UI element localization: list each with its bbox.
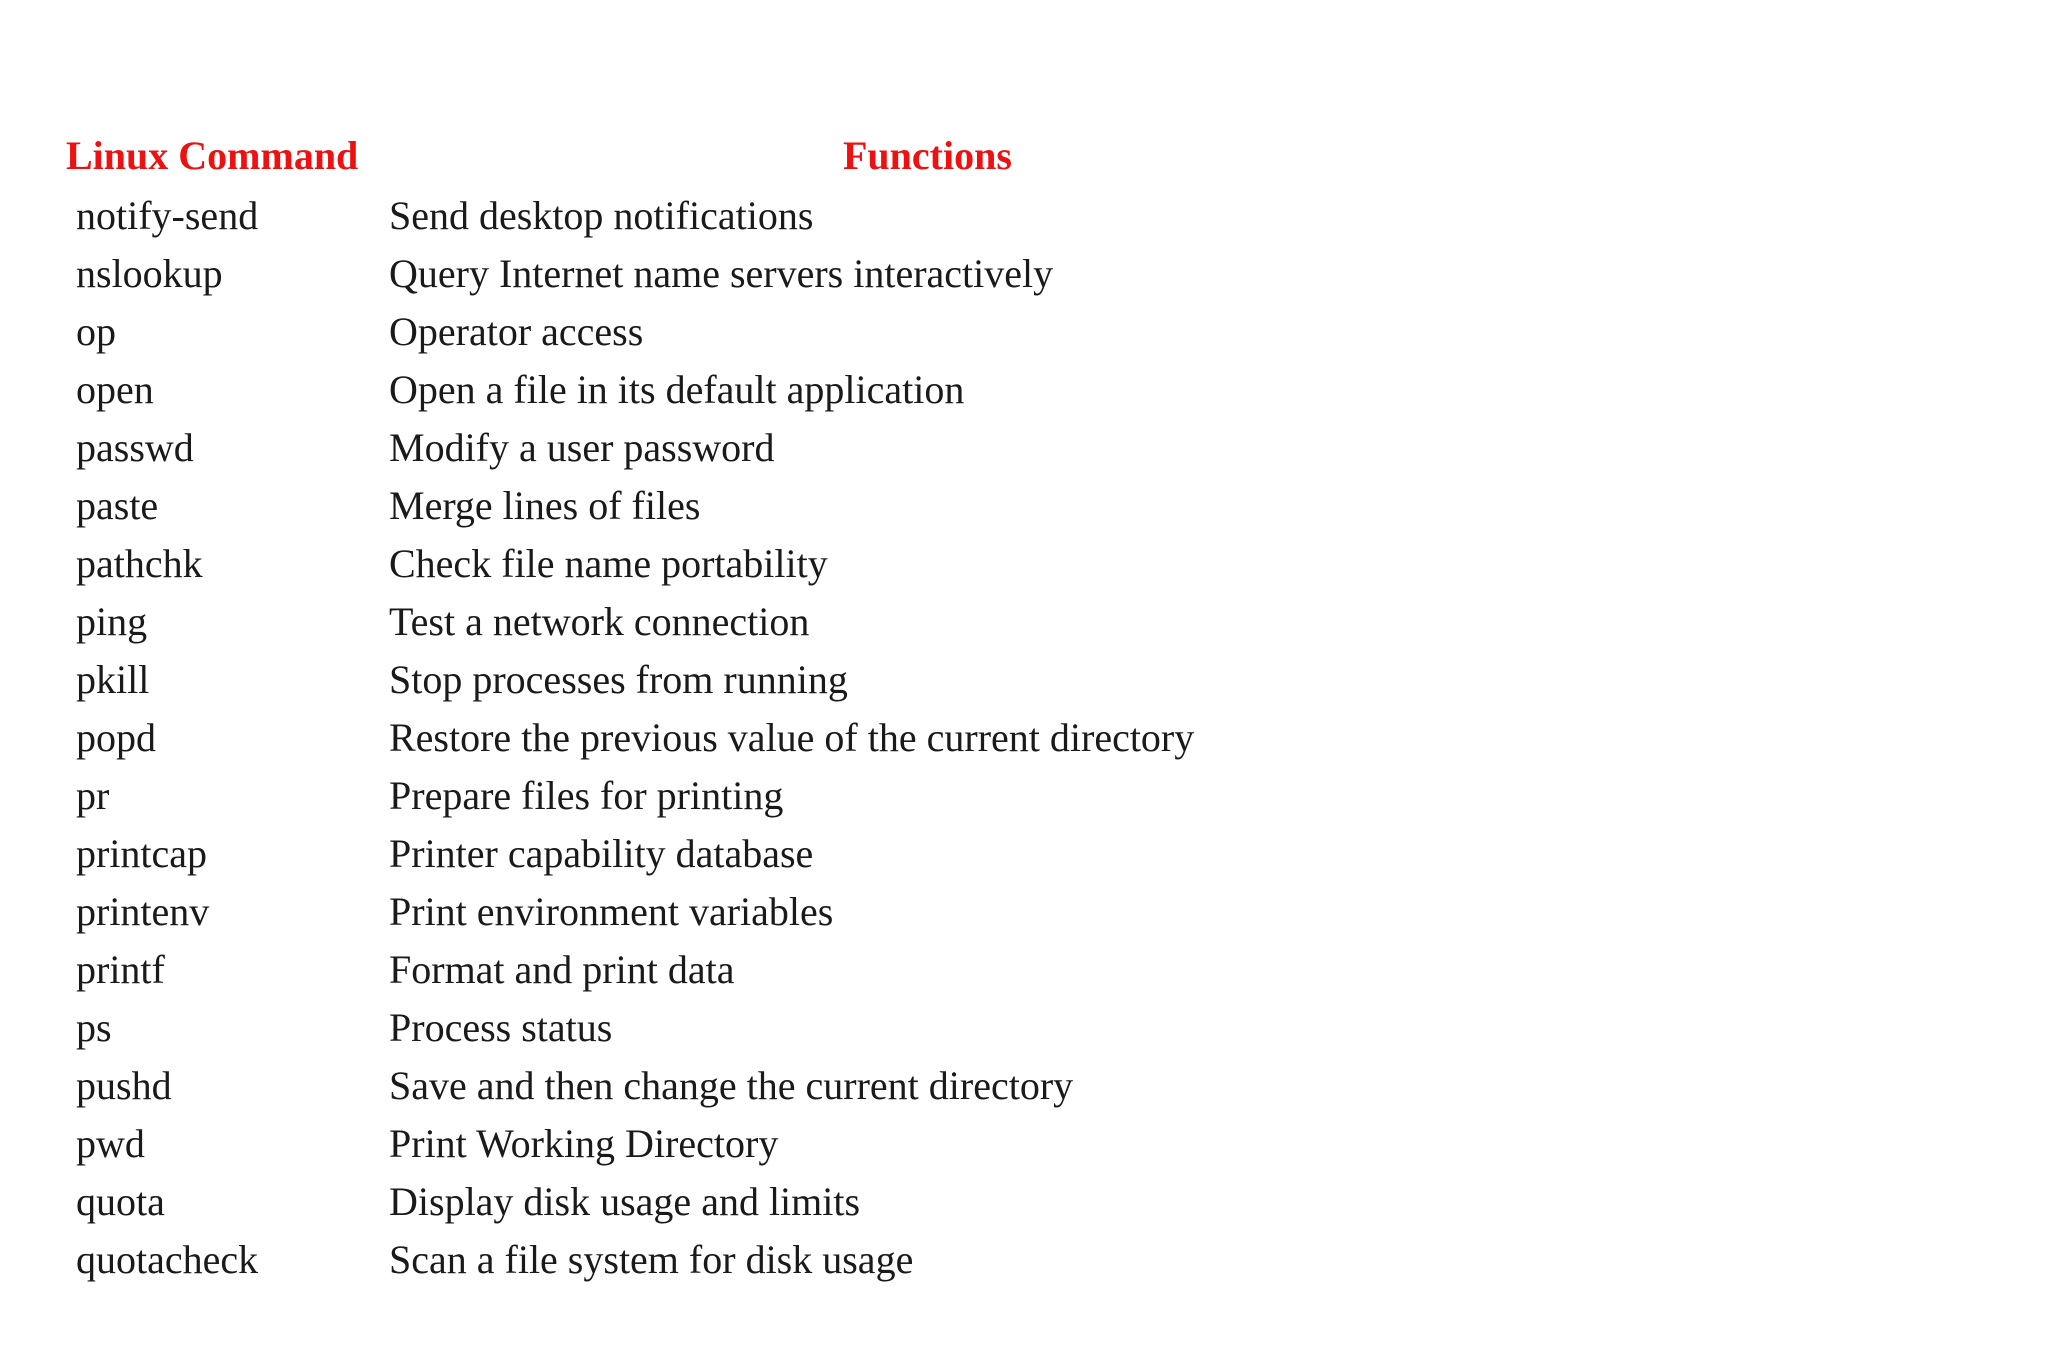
table-row [0, 999, 2048, 1057]
table-row [0, 1057, 2048, 1115]
command-cell: printcap [76, 831, 208, 876]
command-table [0, 187, 2048, 1289]
table-row [0, 709, 2048, 767]
command-cell: pushd [76, 1063, 172, 1108]
function-cell: Print environment variables [389, 889, 834, 934]
header-linux-command: Linux Command [66, 133, 359, 178]
command-cell: popd [76, 715, 156, 760]
table-row [0, 187, 2048, 245]
command-cell: quota [76, 1179, 165, 1224]
command-cell: pr [76, 773, 110, 818]
table-row [0, 1231, 2048, 1289]
function-cell: Open a file in its default application [389, 367, 965, 412]
command-cell: pkill [76, 657, 150, 702]
function-cell: Stop processes from running [389, 657, 848, 702]
command-cell: printenv [76, 889, 210, 934]
function-cell: Send desktop notifications [389, 193, 814, 238]
table-row [0, 535, 2048, 593]
function-cell: Prepare files for printing [389, 773, 784, 818]
function-cell: Save and then change the current directory [389, 1063, 1074, 1108]
command-cell: open [76, 367, 154, 412]
function-cell: Format and print data [389, 947, 735, 992]
function-cell: Modify a user password [389, 425, 775, 470]
command-cell: nslookup [76, 251, 223, 296]
command-cell: pathchk [76, 541, 203, 586]
table-row [0, 477, 2048, 535]
command-cell: passwd [76, 425, 194, 470]
function-cell: Test a network connection [389, 599, 810, 644]
command-cell: ping [76, 599, 148, 644]
table-row [0, 303, 2048, 361]
command-cell: pwd [76, 1121, 145, 1166]
command-cell: ps [76, 1005, 112, 1050]
table-row [0, 883, 2048, 941]
command-cell: op [76, 309, 116, 354]
header-functions: Functions [843, 133, 1012, 178]
function-cell: Operator access [389, 309, 644, 354]
function-cell: Merge lines of files [389, 483, 701, 528]
table-row [0, 825, 2048, 883]
table-row [0, 593, 2048, 651]
function-cell: Query Internet name servers interactively [389, 251, 1054, 296]
function-cell: Display disk usage and limits [389, 1179, 861, 1224]
table-row [0, 245, 2048, 303]
table-header [0, 130, 2048, 182]
command-cell: printf [76, 947, 165, 992]
function-cell: Process status [389, 1005, 613, 1050]
table-row [0, 419, 2048, 477]
table-row [0, 1115, 2048, 1173]
table-row [0, 361, 2048, 419]
table-row [0, 941, 2048, 999]
function-cell: Printer capability database [389, 831, 814, 876]
function-cell: Restore the previous value of the current directory [389, 715, 1195, 760]
command-cell: quotacheck [76, 1237, 259, 1282]
table-row [0, 1173, 2048, 1231]
table-row [0, 651, 2048, 709]
command-cell: paste [76, 483, 159, 528]
table-row [0, 767, 2048, 825]
function-cell: Print Working Directory [389, 1121, 779, 1166]
function-cell: Check file name portability [389, 541, 828, 586]
function-cell: Scan a file system for disk usage [389, 1237, 914, 1282]
command-cell: notify-send [76, 193, 259, 238]
